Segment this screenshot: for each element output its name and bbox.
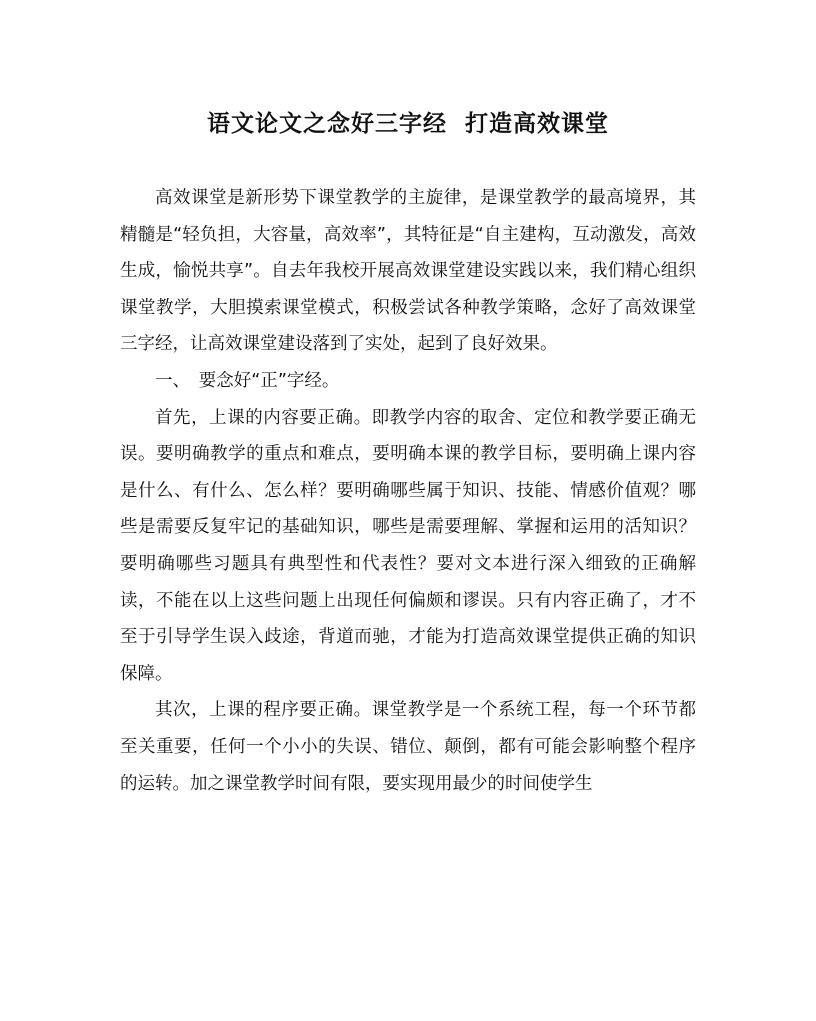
- paragraph-intro: 高效课堂是新形势下课堂教学的主旋律，是课堂教学的最高境界，其精髓是“轻负担，大容量，高效率”，其特征是“自主建构，互动激发，高效生成，愉悦共享”。自去年我校开展高效课堂建设实践以来，我们精心组织课堂教学，大胆摸索课堂模式，积极尝试各种教学策略，念好了高效课堂三字经，让高效课堂建设落到了实处，起到了良好效果。: [120, 188, 696, 355]
- document-body: [120, 180, 696, 802]
- paragraph-procedure: 其次，上课的程序要正确。课堂教学是一个系统工程，每一个环节都至关重要，任何一个小小的失误、错位、颠倒，都有可能会影响整个程序的运转。加之课堂教学时间有限，要实现用最少的时间使学生: [120, 700, 696, 794]
- section-heading-1: 一、 要念好“正”字经。: [155, 370, 340, 391]
- document-title: 语文论文之念好三字经 打造高效课堂: [206, 110, 609, 137]
- paragraph-content: 首先，上课的内容要正确。即教学内容的取舍、定位和教学要正确无误。要明确教学的重点和难点，要明确本课的教学目标，要明确上课内容是什么、有什么、怎么样？要明确哪些属于知识、技能、情感价值观？哪些是需要反复牢记的基础知识，哪些是需要理解、掌握和运用的活知识？要明确哪些习题具有典型性和代表性？要对文本进行深入细致的正确解读，不能在以上这些问题上出现任何偏颇和谬误。只有内容正确了，才不至于引导学生误入歧途，背道而驰，才能为打造高效课堂提供正确的知识保障。: [120, 407, 696, 684]
